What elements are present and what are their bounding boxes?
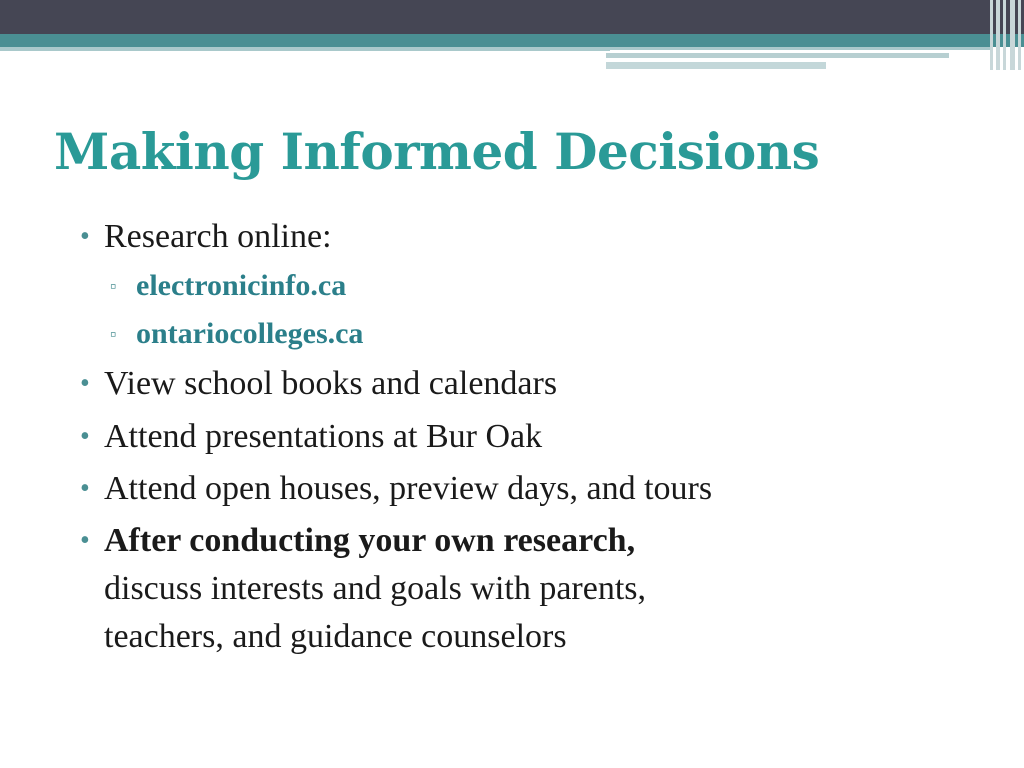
header-vertical-stripes [990,0,1024,70]
header-light-stripe [0,47,610,51]
bullet-dot-icon: • [80,525,90,556]
sub-bullet-square-icon: ▫ [110,276,117,296]
link-electronicinfo[interactable]: electronicinfo.ca [136,269,347,302]
bullet-dot-icon: • [80,368,90,399]
sub-bullet-square-icon: ▫ [110,324,117,344]
bullet-dot-icon: • [80,421,90,452]
bullet-text: Attend open houses, preview days, and tours [104,470,713,507]
header-dark-bar [0,0,1024,34]
bullet-continuation: discuss interests and goals with parents, [104,570,647,607]
bullet-dot-icon: • [80,221,90,252]
bullet-text-bold: After conducting your own research, [104,522,636,559]
bullet-text: Attend presentations at Bur Oak [104,418,543,455]
link-ontariocolleges[interactable]: ontariocolleges.ca [136,317,364,350]
bullet-text: Research online: [104,218,332,255]
header-light-stripe [606,53,949,58]
header-light-stripe [606,47,990,50]
bullet-text: View school books and calendars [104,365,558,402]
slide-title: Making Informed Decisions [54,122,820,181]
bullet-continuation: teachers, and guidance counselors [104,618,567,655]
header-teal-bar [0,34,1024,47]
header-light-stripe [606,62,826,69]
bullet-dot-icon: • [80,473,90,504]
